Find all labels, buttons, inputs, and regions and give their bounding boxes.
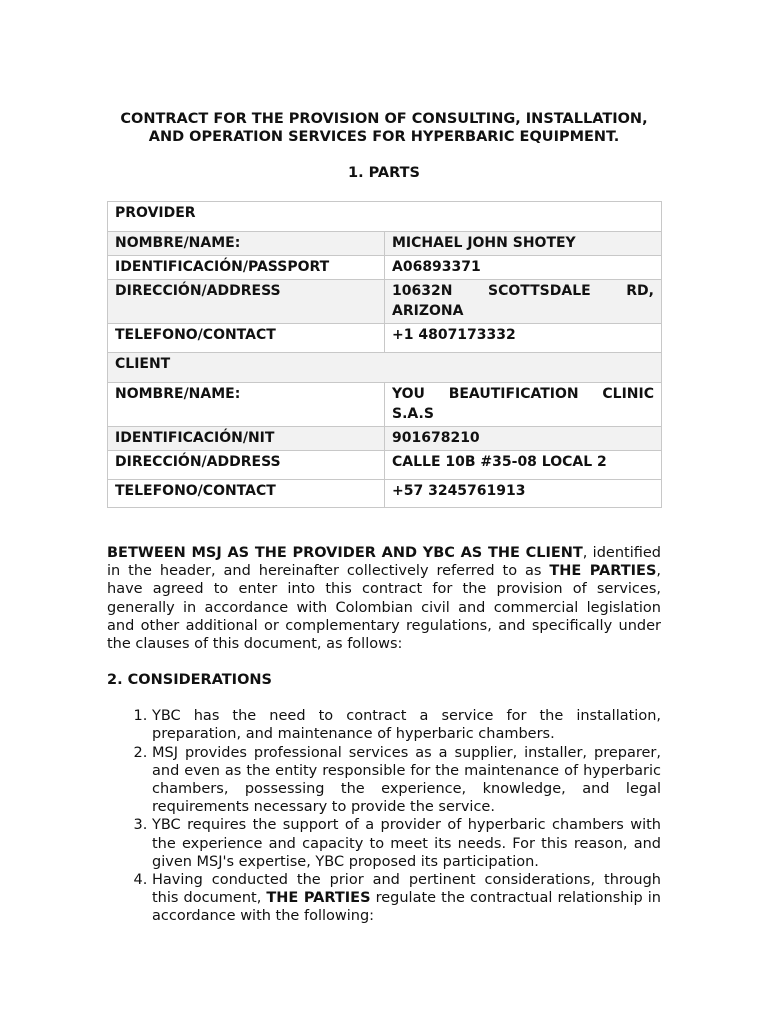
client-name-word-3: CLINIC [602, 386, 654, 402]
consideration-item-1: 1. YBC has the need to contract a service for the installation, preparation, and maintenance of hyperbaric chambers. [152, 707, 661, 743]
intro-text-2: , have agreed to enter into this contract for the provision of services, generally in accordance with Colombian civil and commercial legislation and other additional or complementary regulations, and specifically under the clauses of this document, as follows: [107, 563, 662, 653]
intro-text-1: , identified in the header, and hereinafter collectively referred to as [107, 545, 661, 580]
client-phone-label: TELEFONO/CONTACT [108, 480, 385, 508]
client-name-value [385, 383, 662, 427]
considerations-list [107, 707, 661, 925]
client-header-row [108, 353, 662, 383]
intro-paragraph [107, 544, 661, 653]
client-name-row [108, 383, 662, 427]
provider-header-row [108, 202, 662, 232]
item4-bold: THE PARTIES [266, 890, 371, 907]
provider-phone-row [108, 324, 662, 353]
provider-address-word-3: RD, [626, 283, 654, 299]
section-2-heading: 2. CONSIDERATIONS [107, 672, 272, 689]
provider-address-row [108, 280, 662, 324]
client-header: CLIENT [108, 353, 662, 383]
client-name-label: NOMBRE/NAME: [108, 383, 385, 427]
provider-phone-value: +1 4807173332 [385, 324, 662, 353]
provider-id-label: IDENTIFICACIÓN/PASSPORT [108, 256, 385, 280]
client-phone-value: +57 3245761913 [385, 480, 662, 508]
provider-address-line-2: ARIZONA [392, 303, 464, 319]
client-name-word-2: BEAUTIFICATION [448, 386, 579, 402]
parts-table [107, 201, 662, 508]
document-title [107, 110, 661, 146]
provider-name-row [108, 232, 662, 256]
provider-address-word-1: 10632N [392, 283, 453, 299]
client-address-row [108, 451, 662, 480]
provider-header: PROVIDER [108, 202, 662, 232]
client-id-value: 901678210 [385, 427, 662, 451]
provider-address-word-2: SCOTTSDALE [488, 283, 591, 299]
item4-text-1: Having conducted the prior and pertinent considerations, through this document, [152, 872, 661, 907]
section-1-heading: 1. PARTS [347, 165, 420, 181]
provider-address-value [385, 280, 662, 324]
client-address-label: DIRECCIÓN/ADDRESS [108, 451, 385, 480]
consideration-item-2: 2. MSJ provides professional services as a supplier, installer, preparer, and even as the entity responsible for the maintenance of hyperbaric chambers, possessing the experience, knowledge, and legal requirements necessary to provide the service. [152, 744, 661, 817]
provider-address-line-1 [392, 281, 654, 301]
item4-text-2: regulate the contractual relationship in accordance with the following: [152, 890, 661, 925]
client-id-row [108, 427, 662, 451]
client-name-line-1 [392, 384, 654, 404]
title-line-1: CONTRACT FOR THE PROVISION OF CONSULTING, INSTALLATION, [120, 111, 648, 127]
client-name-line-2: S.A.S [392, 406, 434, 422]
provider-address-label: DIRECCIÓN/ADDRESS [108, 280, 385, 324]
client-id-label: IDENTIFICACIÓN/NIT [108, 427, 385, 451]
provider-id-row [108, 256, 662, 280]
client-name-word-1: YOU [392, 386, 425, 402]
consideration-item-4 [152, 871, 661, 926]
client-phone-row [108, 480, 662, 508]
client-address-value: CALLE 10B #35-08 LOCAL 2 [385, 451, 662, 480]
provider-id-value: A06893371 [385, 256, 662, 280]
provider-name-value: MICHAEL JOHN SHOTEY [385, 232, 662, 256]
contract-page [107, 110, 661, 926]
consideration-item-3: 3. YBC requires the support of a provider of hyperbaric chambers with the experience and capacity to meet its needs. For this reason, and given MSJ's expertise, YBC proposed its participation. [152, 816, 661, 871]
intro-bold-start: BETWEEN MSJ AS THE PROVIDER AND YBC AS THE CLIENT [107, 545, 583, 561]
intro-bold-parties: THE PARTIES [549, 563, 657, 580]
provider-phone-label: TELEFONO/CONTACT [108, 324, 385, 353]
provider-name-label: NOMBRE/NAME: [108, 232, 385, 256]
title-line-2: AND OPERATION SERVICES FOR HYPERBARIC EQUIPMENT. [148, 129, 620, 145]
